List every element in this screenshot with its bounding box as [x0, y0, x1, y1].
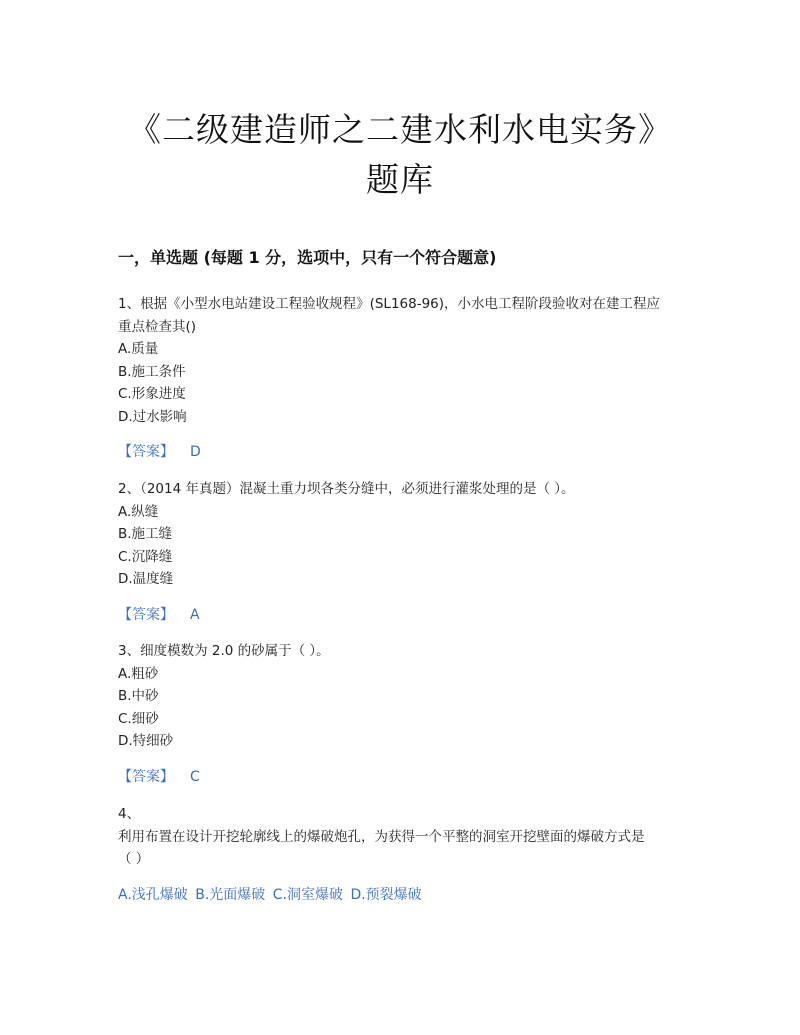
- answer-value: D: [190, 444, 201, 460]
- option-c: C.洞室爆破: [272, 887, 343, 903]
- question-stem-line: 3、细度模数为 2.0 的砂属于（ ）。: [118, 643, 330, 659]
- option-a: A.质量: [118, 341, 159, 357]
- option-b: B.施工条件: [118, 363, 186, 380]
- question-1: [118, 293, 693, 428]
- answer-label: 【答案】: [118, 769, 174, 785]
- option-a: A.粗砂: [118, 665, 159, 682]
- question-4: [118, 803, 693, 871]
- option-c: C.细砂: [118, 710, 159, 727]
- question-stem-line: 重点检查其(): [118, 318, 197, 335]
- option-b: B.光面爆破: [195, 887, 266, 903]
- option-a: A.纵缝: [118, 503, 159, 520]
- option-b: B.中砂: [118, 688, 159, 704]
- option-b: B.施工缝: [118, 526, 173, 542]
- question-stem-line: 利用布置在设计开挖轮廓线上的爆破炮孔，为获得一个平整的洞室开挖壁面的爆破方式是: [118, 828, 645, 845]
- question-stem-line: 4、: [118, 806, 141, 822]
- option-c: C.沉降缝: [118, 548, 173, 565]
- question-3: [118, 640, 693, 753]
- answer-label: 【答案】: [118, 607, 174, 623]
- answer-value: A: [190, 607, 200, 623]
- answer-2: [118, 604, 200, 626]
- answer-label: 【答案】: [118, 444, 174, 460]
- question-4-options: [118, 884, 425, 906]
- answer-value: C: [190, 769, 200, 785]
- answer-3: [118, 766, 200, 788]
- question-stem-line: 1、根据《小型水电站建设工程验收规程》(SL168-96)，小水电工程阶段验收对在建工程应: [118, 296, 661, 312]
- option-d: D.过水影响: [118, 408, 187, 425]
- question-stem-line: （ ）: [118, 851, 150, 867]
- question-stem-line: 2、（2014 年真题）混凝土重力坝各类分缝中，必须进行灌浆处理的是（ ）。: [118, 481, 575, 497]
- document-title-line1: 《二级建造师之二建水利水电实务》: [128, 110, 672, 149]
- question-2: [118, 478, 693, 591]
- option-d: D.特细砂: [118, 733, 174, 749]
- option-c: C.形象进度: [118, 386, 186, 402]
- option-d: D.预裂爆破: [350, 887, 422, 903]
- option-d: D.温度缝: [118, 571, 174, 587]
- option-a: A.浅孔爆破: [118, 887, 188, 903]
- document-title-line2: 题库: [366, 160, 434, 199]
- answer-1: [118, 441, 201, 463]
- section-heading: 一，单选题 (每题 1 分，选项中，只有一个符合题意): [118, 248, 497, 267]
